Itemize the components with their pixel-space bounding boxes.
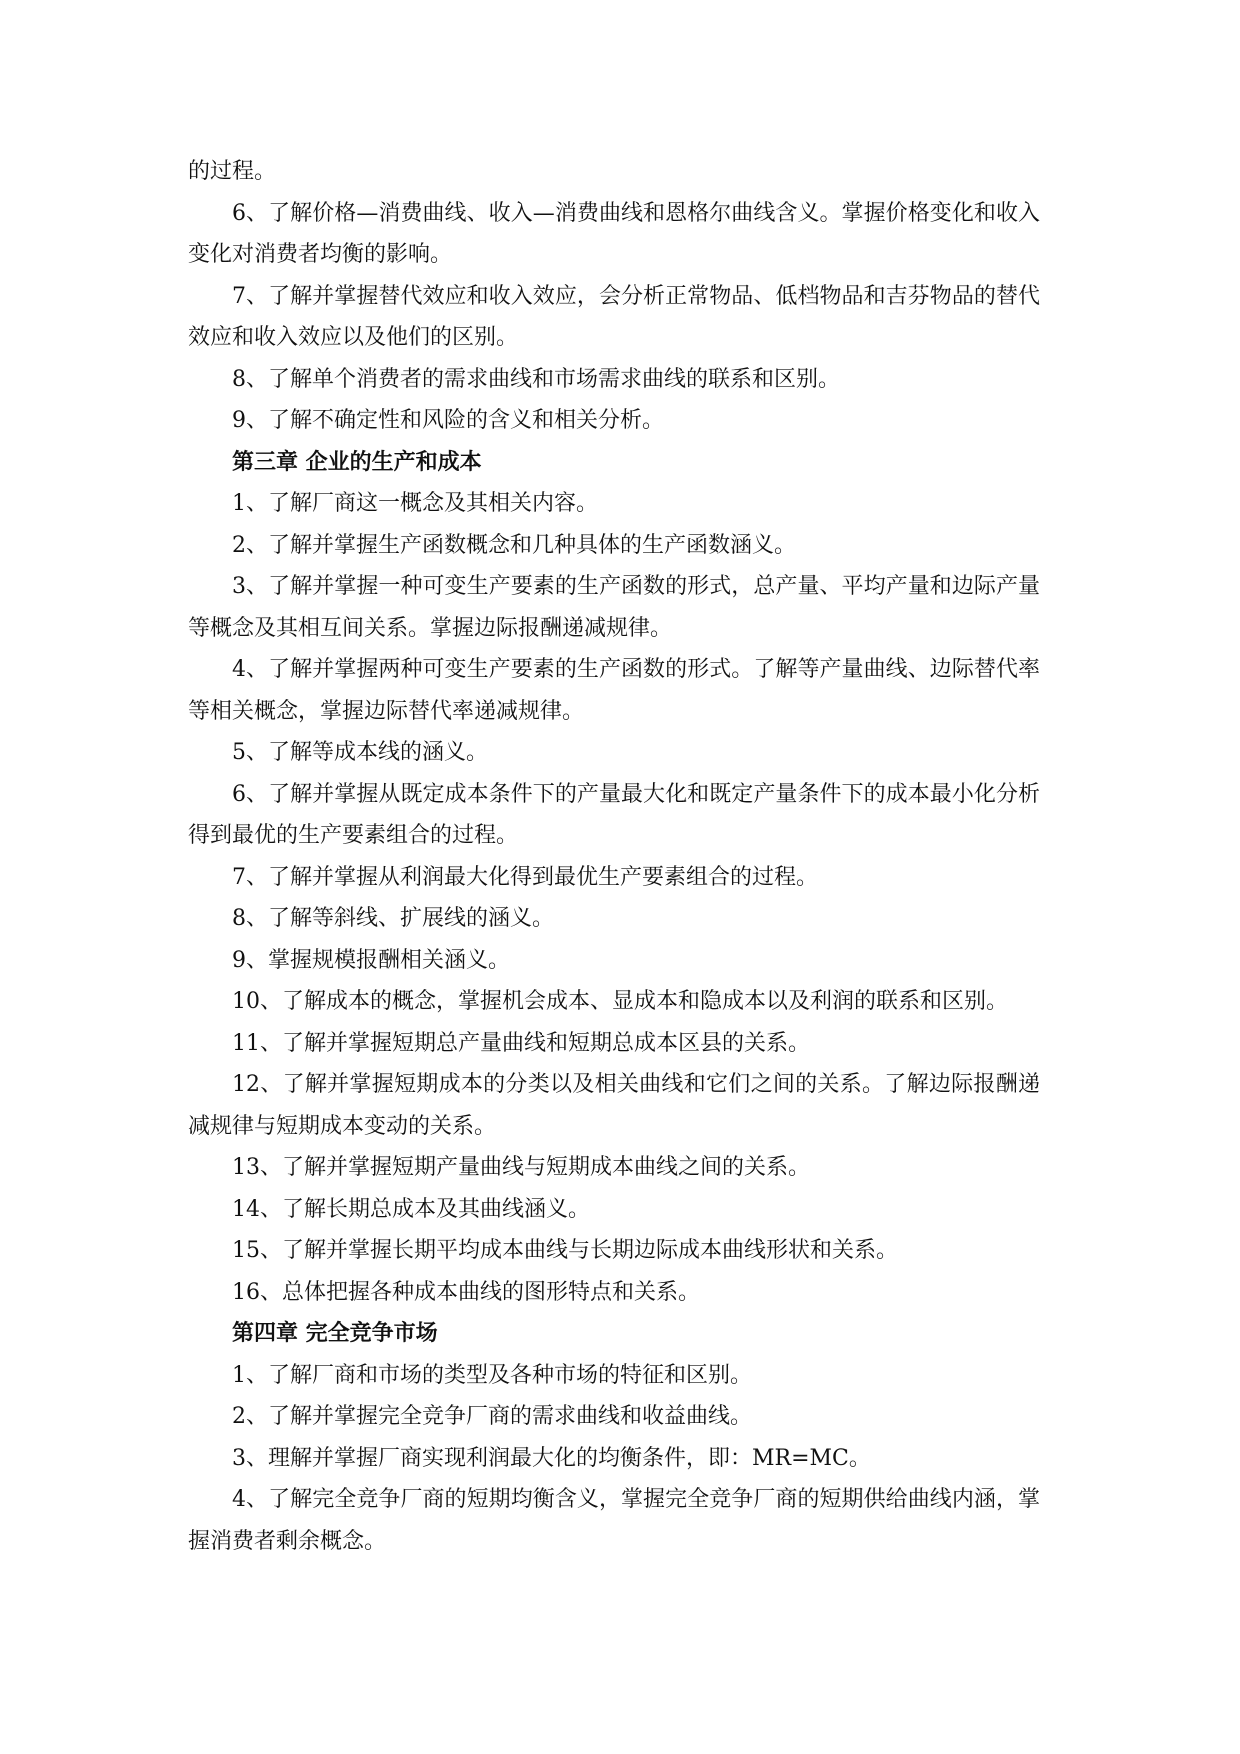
list-item: 4、了解并掌握两种可变生产要素的生产函数的形式。了解等产量曲线、边际替代率等相关概念，掌握边际替代率递减规律。 [188, 657, 1040, 724]
list-item: 11、了解并掌握短期总产量曲线和短期总成本区县的关系。 [232, 1030, 810, 1056]
list-item: 9、了解不确定性和风险的含义和相关分析。 [232, 408, 664, 433]
list-item: 10、了解成本的概念，掌握机会成本、显成本和隐成本以及利润的联系和区别。 [232, 989, 1008, 1014]
list-item: 8、了解等斜线、扩展线的涵义。 [232, 906, 554, 931]
list-item: 6、了解并掌握从既定成本条件下的产量最大化和既定产量条件下的成本最小化分析得到最优的生产要素组合的过程。 [188, 781, 1040, 848]
list-item: 2、了解并掌握生产函数概念和几种具体的生产函数涵义。 [232, 532, 796, 558]
list-item: 8、了解单个消费者的需求曲线和市场需求曲线的联系和区别。 [232, 366, 840, 392]
list-item: 4、了解完全竞争厂商的短期均衡含义，掌握完全竞争厂商的短期供给曲线内涵，掌握消费者剩余概念。 [188, 1487, 1040, 1554]
list-item: 16、总体把握各种成本曲线的图形特点和关系。 [232, 1279, 700, 1305]
chapter-4-heading: 第四章 完全竞争市场 [232, 1321, 438, 1346]
list-item: 7、了解并掌握从利润最大化得到最优生产要素组合的过程。 [232, 864, 818, 890]
list-item: 1、了解厂商和市场的类型及各种市场的特征和区别。 [232, 1362, 752, 1388]
list-item: 14、了解长期总成本及其曲线涵义。 [232, 1196, 590, 1222]
paragraph: 的过程。 [188, 159, 277, 184]
list-item: 7、了解并掌握替代效应和收入效应，会分析正常物品、低档物品和吉芬物品的替代效应和收入效应以及他们的区别。 [188, 283, 1040, 350]
list-item: 15、了解并掌握长期平均成本曲线与长期边际成本曲线形状和关系。 [232, 1238, 898, 1263]
chapter-3-heading: 第三章 企业的生产和成本 [232, 449, 482, 475]
document-body [188, 151, 1040, 1562]
list-item: 3、理解并掌握厂商实现利润最大化的均衡条件，即：MR=MC。 [232, 1445, 871, 1471]
list-item: 2、了解并掌握完全竞争厂商的需求曲线和收益曲线。 [232, 1404, 752, 1429]
list-item: 3、了解并掌握一种可变生产要素的生产函数的形式，总产量、平均产量和边际产量等概念及其相互间关系。掌握边际报酬递减规律。 [188, 574, 1040, 641]
list-item: 9、掌握规模报酬相关涵义。 [232, 947, 510, 973]
list-item: 6、了解价格—消费曲线、收入—消费曲线和恩格尔曲线含义。掌握价格变化和收入变化对消费者均衡的影响。 [188, 200, 1040, 267]
list-item: 12、了解并掌握短期成本的分类以及相关曲线和它们之间的关系。了解边际报酬递减规律与短期成本变动的关系。 [188, 1072, 1040, 1139]
list-item: 5、了解等成本线的涵义。 [232, 740, 488, 765]
list-item: 1、了解厂商这一概念及其相关内容。 [232, 491, 598, 516]
list-item: 13、了解并掌握短期产量曲线与短期成本曲线之间的关系。 [232, 1155, 810, 1180]
